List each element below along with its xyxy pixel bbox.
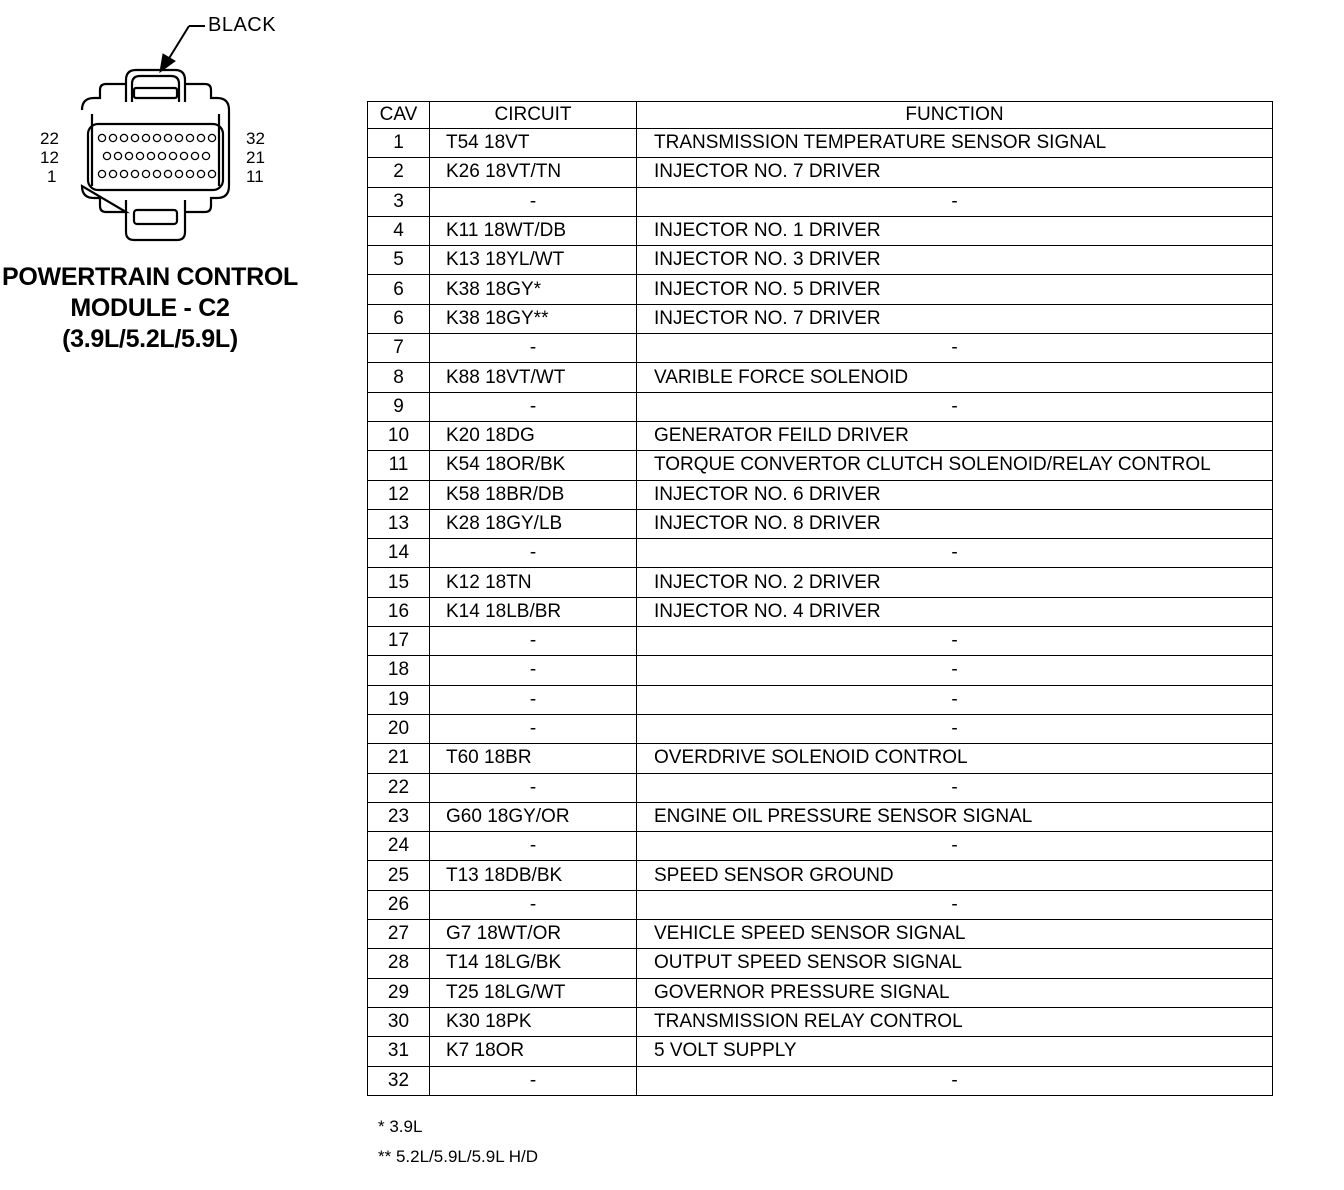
cav-cell: 2 xyxy=(368,158,430,187)
circuit-cell: T13 18DB/BK xyxy=(430,861,637,890)
function-cell: - xyxy=(637,187,1273,216)
pin-label-1: 1 xyxy=(47,167,57,186)
table-row xyxy=(368,275,1273,304)
cav-cell: 1 xyxy=(368,129,430,158)
table-row xyxy=(368,627,1273,656)
function-cell: - xyxy=(637,627,1273,656)
circuit-cell: - xyxy=(430,627,637,656)
cav-cell: 9 xyxy=(368,392,430,421)
function-cell: SPEED SENSOR GROUND xyxy=(637,861,1273,890)
circuit-cell: K54 18OR/BK xyxy=(430,451,637,480)
table-row xyxy=(368,685,1273,714)
circuit-cell: - xyxy=(430,392,637,421)
table-row xyxy=(368,861,1273,890)
function-cell: GENERATOR FEILD DRIVER xyxy=(637,421,1273,450)
table-row xyxy=(368,158,1273,187)
pin-row-middle xyxy=(103,152,209,159)
cav-cell: 31 xyxy=(368,1037,430,1066)
circuit-cell: - xyxy=(430,685,637,714)
table-row xyxy=(368,920,1273,949)
function-cell: GOVERNOR PRESSURE SIGNAL xyxy=(637,978,1273,1007)
pin-row-bottom xyxy=(98,170,215,177)
table-row xyxy=(368,744,1273,773)
connector-diagram xyxy=(30,10,330,250)
function-cell: INJECTOR NO. 4 DRIVER xyxy=(637,597,1273,626)
function-cell: 5 VOLT SUPPLY xyxy=(637,1037,1273,1066)
circuit-cell: K28 18GY/LB xyxy=(430,509,637,538)
connector-title xyxy=(0,262,300,355)
circuit-cell: K88 18VT/WT xyxy=(430,363,637,392)
table-row xyxy=(368,216,1273,245)
cav-cell: 18 xyxy=(368,656,430,685)
cav-cell: 7 xyxy=(368,334,430,363)
pin-label-11: 11 xyxy=(246,167,264,186)
table-row xyxy=(368,246,1273,275)
cav-cell: 14 xyxy=(368,539,430,568)
cav-cell: 12 xyxy=(368,480,430,509)
table-row xyxy=(368,1007,1273,1036)
function-cell: - xyxy=(637,334,1273,363)
circuit-cell: T25 18LG/WT xyxy=(430,978,637,1007)
circuit-cell: - xyxy=(430,656,637,685)
cav-cell: 19 xyxy=(368,685,430,714)
cav-cell: 25 xyxy=(368,861,430,890)
circuit-cell: - xyxy=(430,832,637,861)
circuit-cell: G7 18WT/OR xyxy=(430,920,637,949)
function-cell: OVERDRIVE SOLENOID CONTROL xyxy=(637,744,1273,773)
table-row xyxy=(368,773,1273,802)
table-row xyxy=(368,129,1273,158)
circuit-cell: K30 18PK xyxy=(430,1007,637,1036)
table-row xyxy=(368,304,1273,333)
header-circuit: CIRCUIT xyxy=(430,102,637,129)
function-cell: VEHICLE SPEED SENSOR SIGNAL xyxy=(637,920,1273,949)
function-cell: INJECTOR NO. 7 DRIVER xyxy=(637,158,1273,187)
header-cav: CAV xyxy=(368,102,430,129)
circuit-cell: - xyxy=(430,773,637,802)
cav-cell: 13 xyxy=(368,509,430,538)
table-row xyxy=(368,832,1273,861)
pin-cavities xyxy=(98,134,215,177)
circuit-cell: K14 18LB/BR xyxy=(430,597,637,626)
table-row xyxy=(368,334,1273,363)
circuit-cell: K20 18DG xyxy=(430,421,637,450)
circuit-cell: - xyxy=(430,1066,637,1095)
function-cell: TRANSMISSION RELAY CONTROL xyxy=(637,1007,1273,1036)
function-cell: VARIBLE FORCE SOLENOID xyxy=(637,363,1273,392)
function-cell: INJECTOR NO. 6 DRIVER xyxy=(637,480,1273,509)
table-row xyxy=(368,949,1273,978)
circuit-cell: K38 18GY* xyxy=(430,275,637,304)
function-cell: INJECTOR NO. 3 DRIVER xyxy=(637,246,1273,275)
table-row xyxy=(368,421,1273,450)
cav-cell: 15 xyxy=(368,568,430,597)
pin-row-top xyxy=(98,134,215,141)
arrow-icon xyxy=(160,26,205,72)
circuit-cell: - xyxy=(430,890,637,919)
title-line-3: (3.9L/5.2L/5.9L) xyxy=(62,325,238,353)
circuit-cell: - xyxy=(430,539,637,568)
circuit-cell: - xyxy=(430,334,637,363)
circuit-cell: K58 18BR/DB xyxy=(430,480,637,509)
function-cell: INJECTOR NO. 8 DRIVER xyxy=(637,509,1273,538)
pin-label-32: 32 xyxy=(246,129,265,148)
cav-cell: 8 xyxy=(368,363,430,392)
table-row xyxy=(368,568,1273,597)
cav-cell: 21 xyxy=(368,744,430,773)
function-cell: INJECTOR NO. 1 DRIVER xyxy=(637,216,1273,245)
cav-cell: 22 xyxy=(368,773,430,802)
cav-cell: 10 xyxy=(368,421,430,450)
footnote-single-star: * 3.9L xyxy=(378,1117,423,1136)
circuit-cell: T54 18VT xyxy=(430,129,637,158)
cav-cell: 32 xyxy=(368,1066,430,1095)
table-row xyxy=(368,392,1273,421)
function-cell: ENGINE OIL PRESSURE SENSOR SIGNAL xyxy=(637,802,1273,831)
table-row xyxy=(368,1037,1273,1066)
table-row xyxy=(368,597,1273,626)
cav-cell: 4 xyxy=(368,216,430,245)
connector-drawing xyxy=(30,10,330,250)
function-cell: - xyxy=(637,832,1273,861)
function-cell: - xyxy=(637,1066,1273,1095)
table-row xyxy=(368,480,1273,509)
pin-label-22: 22 xyxy=(40,129,59,148)
pin-label-12: 12 xyxy=(40,148,59,167)
circuit-cell: T14 18LG/BK xyxy=(430,949,637,978)
connector-color-label: BLACK xyxy=(208,14,277,36)
table-row xyxy=(368,539,1273,568)
table-row xyxy=(368,802,1273,831)
cav-cell: 16 xyxy=(368,597,430,626)
function-cell: - xyxy=(637,685,1273,714)
table-row xyxy=(368,187,1273,216)
function-cell: - xyxy=(637,773,1273,802)
title-line-1: POWERTRAIN CONTROL xyxy=(2,263,298,291)
circuit-cell: K13 18YL/WT xyxy=(430,246,637,275)
function-cell: INJECTOR NO. 7 DRIVER xyxy=(637,304,1273,333)
cav-cell: 20 xyxy=(368,714,430,743)
function-cell: INJECTOR NO. 5 DRIVER xyxy=(637,275,1273,304)
cav-cell: 26 xyxy=(368,890,430,919)
cav-cell: 29 xyxy=(368,978,430,1007)
function-cell: INJECTOR NO. 2 DRIVER xyxy=(637,568,1273,597)
header-function: FUNCTION xyxy=(637,102,1273,129)
table-row xyxy=(368,363,1273,392)
circuit-cell: - xyxy=(430,714,637,743)
function-cell: - xyxy=(637,890,1273,919)
circuit-cell: K38 18GY** xyxy=(430,304,637,333)
function-cell: - xyxy=(637,539,1273,568)
table-row xyxy=(368,890,1273,919)
footnote-double-star: ** 5.2L/5.9L/5.9L H/D xyxy=(378,1147,539,1166)
function-cell: TRANSMISSION TEMPERATURE SENSOR SIGNAL xyxy=(637,129,1273,158)
function-cell: OUTPUT SPEED SENSOR SIGNAL xyxy=(637,949,1273,978)
cav-cell: 6 xyxy=(368,304,430,333)
circuit-cell: K7 18OR xyxy=(430,1037,637,1066)
function-cell: - xyxy=(637,714,1273,743)
pin-label-21: 21 xyxy=(246,148,265,167)
cav-cell: 17 xyxy=(368,627,430,656)
circuit-cell: - xyxy=(430,187,637,216)
cav-cell: 24 xyxy=(368,832,430,861)
function-cell: - xyxy=(637,392,1273,421)
circuit-cell: G60 18GY/OR xyxy=(430,802,637,831)
table-row xyxy=(368,656,1273,685)
circuit-cell: T60 18BR xyxy=(430,744,637,773)
cav-cell: 3 xyxy=(368,187,430,216)
cav-cell: 27 xyxy=(368,920,430,949)
cav-cell: 28 xyxy=(368,949,430,978)
circuit-cell: K26 18VT/TN xyxy=(430,158,637,187)
cav-cell: 5 xyxy=(368,246,430,275)
cav-cell: 30 xyxy=(368,1007,430,1036)
cav-cell: 6 xyxy=(368,275,430,304)
title-line-2: MODULE - C2 xyxy=(70,294,230,322)
function-cell: - xyxy=(637,656,1273,685)
circuit-cell: K11 18WT/DB xyxy=(430,216,637,245)
pinout-table xyxy=(367,101,1273,1096)
table-row xyxy=(368,978,1273,1007)
table-row xyxy=(368,509,1273,538)
table-row xyxy=(368,714,1273,743)
cav-cell: 11 xyxy=(368,451,430,480)
circuit-cell: K12 18TN xyxy=(430,568,637,597)
function-cell: TORQUE CONVERTOR CLUTCH SOLENOID/RELAY CONTROL xyxy=(637,451,1273,480)
cav-cell: 23 xyxy=(368,802,430,831)
table-row xyxy=(368,1066,1273,1095)
table-header-row xyxy=(368,102,1273,129)
table-row xyxy=(368,451,1273,480)
